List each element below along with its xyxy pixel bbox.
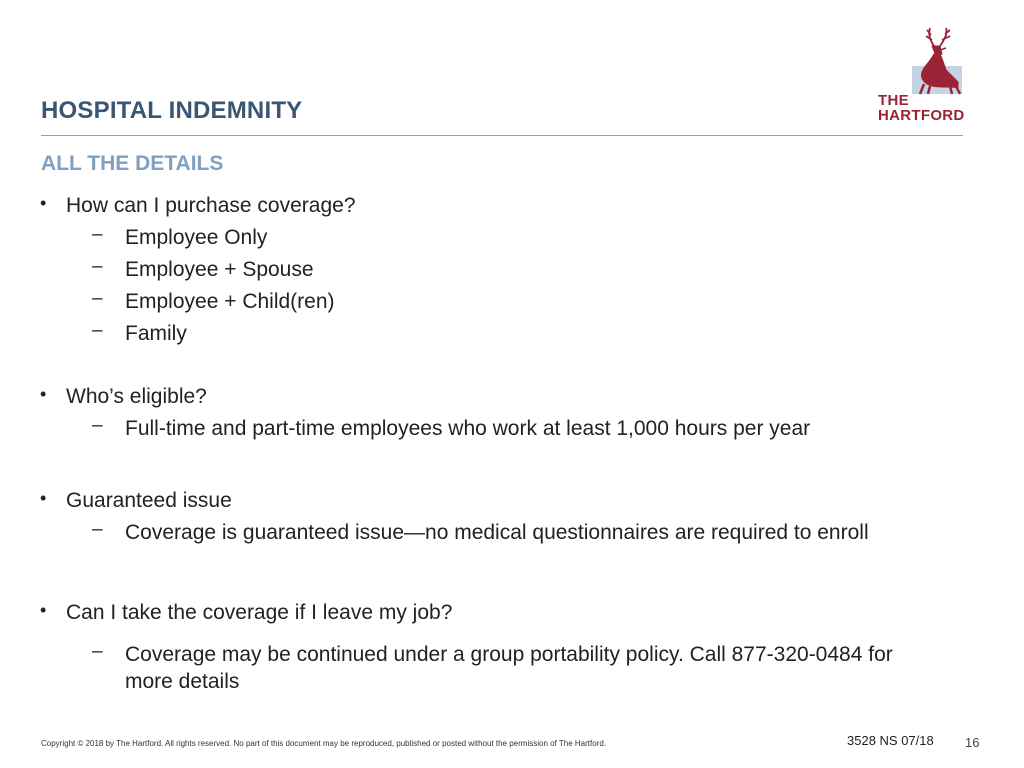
page-title: HOSPITAL INDEMNITY	[41, 97, 303, 124]
bullet-portability: • Can I take the coverage if I leave my job?	[66, 600, 452, 626]
bullet-purchase: • How can I purchase coverage?	[66, 193, 356, 219]
sub-item-employee-children: – Employee + Child(ren)	[125, 288, 335, 315]
sub-item-employee-spouse: – Employee + Spouse	[125, 256, 314, 283]
sub-item-employee-only: – Employee Only	[125, 224, 267, 251]
logo-line-hartford: HARTFORD	[878, 107, 965, 124]
sub-item-family: – Family	[125, 320, 187, 347]
logo-line-the: THE	[878, 92, 909, 109]
sub-item-portability: – Coverage may be continued under a group portability policy. Call 877-320-0484 for more details	[125, 641, 935, 695]
sub-item-eligibility: – Full-time and part-time employees who work at least 1,000 hours per year	[125, 415, 810, 442]
document-code: 3528 NS 07/18	[847, 733, 934, 748]
sub-item-guaranteed-issue: – Coverage is guaranteed issue—no medical questionnaires are required to enroll	[125, 519, 869, 546]
copyright-notice: Copyright © 2018 by The Hartford. All rights reserved. No part of this document may be reproduced, published or posted without the permission of The Hartford.	[41, 739, 607, 748]
bullet-eligibility: • Who’s eligible?	[66, 384, 207, 410]
section-subtitle: ALL THE DETAILS	[41, 152, 224, 175]
bullet-guaranteed-issue: • Guaranteed issue	[66, 488, 232, 514]
page-number: 16	[965, 735, 980, 750]
